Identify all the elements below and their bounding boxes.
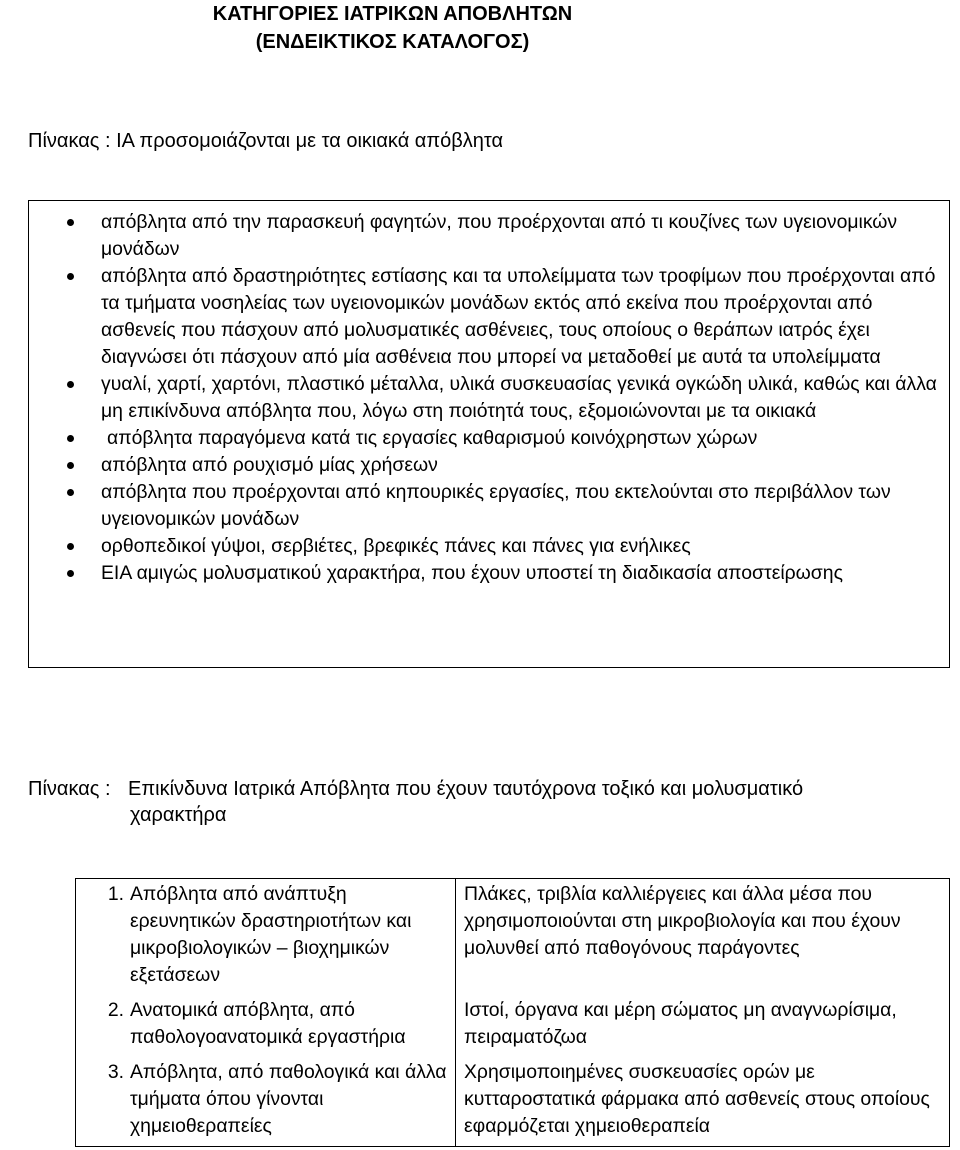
list-item-text: απόβλητα από ρουχισμό μίας χρήσεων <box>101 454 438 476</box>
document-title <box>0 0 785 56</box>
table-cell-category <box>76 1057 456 1147</box>
list-item <box>29 263 949 371</box>
table2-caption-label: Πίνακας : <box>28 778 111 800</box>
table-cell-category <box>76 879 456 996</box>
list-item-text: ορθοπεδικοί γύψοι, σερβιέτες, βρεφικές πάνες και πάνες για ενήλικες <box>101 535 691 557</box>
bullet-dot-icon <box>67 489 74 496</box>
bullet-dot-icon <box>67 570 74 577</box>
list-item <box>29 452 949 479</box>
list-item-text: απόβλητα που προέρχονται από κηπουρικές εργασίες, που εκτελούνται στο περιβάλλον των υγειονομικών μονάδων <box>101 481 891 530</box>
row-number: 3. <box>107 1061 124 1083</box>
bullet-dot-icon <box>67 381 74 388</box>
list-item-text: απόβλητα από την παρασκευή φαγητών, που προέρχονται από τι κουζίνες των υγειονομικών μονάδων <box>101 211 898 260</box>
bullet-dot-icon <box>67 435 74 442</box>
table1-caption: Πίνακας : ΙΑ προσομοιάζονται με τα οικιακά απόβλητα <box>28 130 504 152</box>
table1-box <box>28 200 950 668</box>
table-row <box>76 995 950 1057</box>
bullet-dot-icon <box>67 219 74 226</box>
list-item-text: γυαλί, χαρτί, χαρτόνι, πλαστικό μέταλλα, υλικά συσκευασίας γενικά ογκώδη υλικά, καθώς και άλλα μη επικίνδυνα απόβλητα που, λόγω στη ποιότητά τους, εξομοιώνονται με τα οικιακά <box>101 373 937 422</box>
list-item-text: απόβλητα παραγόμενα κατά τις εργασίες καθαρισμού κοινόχρηστων χώρων <box>107 427 758 449</box>
list-item <box>29 479 949 533</box>
list-item-text: ΕΙΑ αμιγώς μολυσματικού χαρακτήρα, που έχουν υποστεί τη διαδικασία αποστείρωσης <box>101 562 843 584</box>
bullet-dot-icon <box>67 273 74 280</box>
category-text: Απόβλητα, από παθολογικά και άλλα τμήματα όπου γίνονται χημειοθεραπείες <box>130 1061 447 1137</box>
row-number: 1. <box>107 883 124 905</box>
table2-caption <box>28 776 948 828</box>
table2 <box>75 878 950 1147</box>
table-cell-description: Ιστοί, όργανα και μέρη σώματος μη αναγνωρίσιμα, πειραματόζωα <box>456 995 950 1057</box>
list-item-text: απόβλητα από δραστηριότητες εστίασης και τα υπολείμματα των τροφίμων που προέρχονται από τα τμήματα νοσηλείας των υγειονομικών μονάδων εκτός από εκείνα που προέρχονται από ασθενείς που πάσχουν από μολυσματικές ασθένειες, τους οποίους ο θεράπων ιατρός έχει διαγνώσει ότι πάσχουν από μία ασθένεια που μπορεί να μεταδοθεί με αυτά τα υπολείμματα <box>101 265 936 368</box>
table2-caption-text-line-1: Επικίνδυνα Ιατρικά Απόβλητα που έχουν ταυτόχρονα τοξικό και μολυσματικό <box>128 778 804 800</box>
list-item <box>29 209 949 263</box>
table1-bullet-list <box>29 209 949 587</box>
list-item <box>29 560 949 587</box>
title-line-2: (ΕΝΔΕΙΚΤΙΚΟΣ ΚΑΤΑΛΟΓΟΣ) <box>255 31 530 53</box>
table-row <box>76 879 950 996</box>
bullet-dot-icon <box>67 462 74 469</box>
category-text: Ανατομικά απόβλητα, από παθολογοανατομικά εργαστήρια <box>130 999 406 1048</box>
bullet-dot-icon <box>67 543 74 550</box>
list-item <box>29 533 949 560</box>
table2-caption-text-line-2: χαρακτήρα <box>130 804 227 826</box>
table-cell-description: Πλάκες, τριβλία καλλιέργειες και άλλα μέσα που χρησιμοποιούνται στη μικροβιολογία και που έχουν μολυνθεί από παθογόνους παράγοντες <box>456 879 950 996</box>
title-line-1: ΚΑΤΗΓΟΡΙΕΣ ΙΑΤΡΙΚΩΝ ΑΠΟΒΛΗΤΩΝ <box>212 3 573 25</box>
table-cell-description: Χρησιμοποιημένες συσκευασίες ορών με κυτταροστατικά φάρμακα από ασθενείς στους οποίους εφαρμόζεται χημειοθεραπεία <box>456 1057 950 1147</box>
table-row <box>76 1057 950 1147</box>
row-number: 2. <box>107 999 124 1021</box>
list-item <box>29 371 949 425</box>
list-item <box>29 425 949 452</box>
table-cell-category <box>76 995 456 1057</box>
category-text: Απόβλητα από ανάπτυξη ερευνητικών δραστηριοτήτων και μικροβιολογικών – βιοχημικών εξετάσεων <box>130 883 412 986</box>
